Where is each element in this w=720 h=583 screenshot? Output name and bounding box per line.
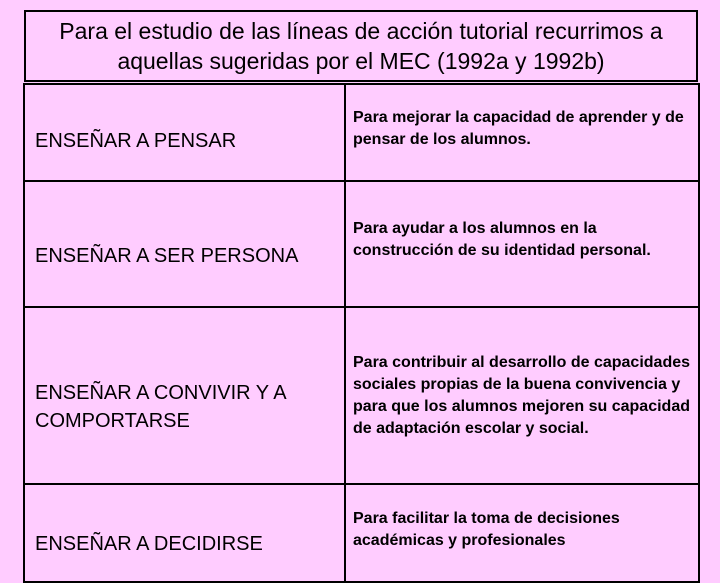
row-description: Para contribuir al desarrollo de capacidades sociales propias de la buena convivencia y para que los alumnos mejoren su capacidad de adaptación escolar y social. xyxy=(345,307,699,484)
table-row xyxy=(24,307,699,484)
row-label: ENSEÑAR A DECIDIRSE xyxy=(24,484,345,582)
table-row xyxy=(24,484,699,582)
row-description: Para facilitar la toma de decisiones académicas y profesionales xyxy=(345,484,699,582)
tutorial-lines-table xyxy=(23,83,700,583)
row-description: Para mejorar la capacidad de aprender y de pensar de los alumnos. xyxy=(345,84,699,181)
row-description: Para ayudar a los alumnos en la construcción de su identidad personal. xyxy=(345,181,699,307)
row-label: ENSEÑAR A CONVIVIR Y A COMPORTARSE xyxy=(24,307,345,484)
table-row xyxy=(24,84,699,181)
slide-title xyxy=(24,10,698,82)
row-label: ENSEÑAR A SER PERSONA xyxy=(24,181,345,307)
row-label: ENSEÑAR A PENSAR xyxy=(24,84,345,181)
slide-title-text: Para el estudio de las líneas de acción tutorial recurrimos a aquellas sugeridas por el MEC (1992a y 1992b) xyxy=(59,18,663,74)
table-row xyxy=(24,181,699,307)
